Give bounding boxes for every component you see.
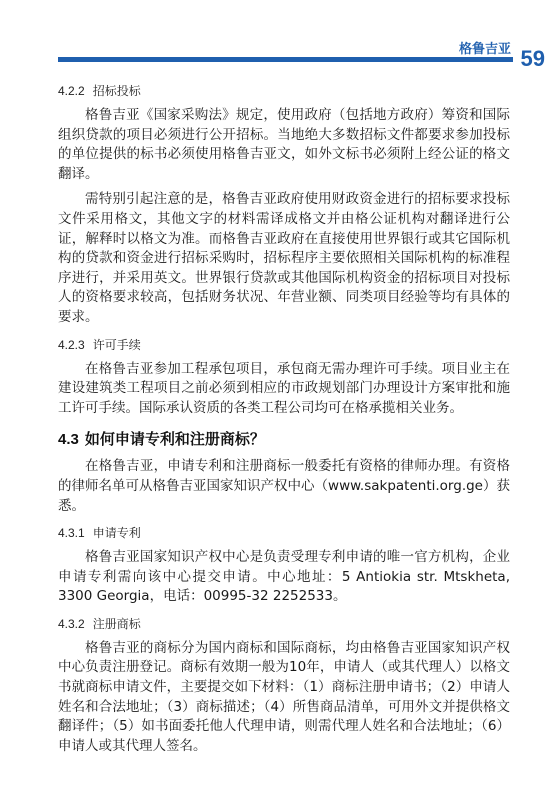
- section-4-3-1: [58, 524, 510, 607]
- paragraph: 在格鲁吉亚，申请专利和注册商标一般委托有资格的律师办理。有资格的律师名单可从格鲁吉亚国家知识产权中心（www.sakpatenti.org.ge）获悉。: [58, 458, 510, 514]
- header-rule: [58, 57, 513, 62]
- page-content: [58, 82, 510, 764]
- section-title: 招标投标: [92, 84, 141, 98]
- section-title: 申请专利: [92, 526, 141, 541]
- paragraph: 在格鲁吉亚参加工程承包项目，承包商无需办理许可手续。项目业主在建设建筑类工程项目之前必须到相应的市政规划部门办理设计方案审批和施工许可手续。国际承认资质的各类工程公司均可在格承揽相关业务。: [58, 360, 510, 416]
- paragraph: 需特别引起注意的是，格鲁吉亚政府使用财政资金进行的招标要求投标文件采用格文，其他文字的材料需译成格文并由格公证机构对翻译进行公证，解释时以格文为准。而格鲁吉亚政府在直接使用世界银行或其它国际机构的贷款和资金进行招标采购时，招标程序主要依照相关国际机构的标准程序进行，并采用英文。世界银行贷款或其他国际机构资金的招标项目对投标人的资格要求较高，包括财务状况、年营业额、同类项目经验等均有具体的要求。: [58, 191, 510, 325]
- section-4-3: [58, 428, 510, 516]
- section-number: 4.3.2: [58, 616, 85, 631]
- section-number: 4.3: [58, 431, 79, 449]
- section-heading: [58, 336, 510, 353]
- paragraph: 格鲁吉亚《国家采购法》规定，使用政府（包括地方政府）筹资和国际组织贷款的项目必须进行公开招标。当地绝大多数招标文件都要求参加投标的单位提供的标书必须使用格鲁吉亚文，如外文标书必须附上经公证的格文翻译。: [58, 107, 510, 182]
- section-4-2-3: [58, 336, 510, 419]
- section-title: 如何申请专利和注册商标？: [84, 430, 265, 449]
- page-number: 59: [520, 46, 545, 71]
- section-4-2-2: [58, 82, 510, 328]
- section-4-3-2: [58, 615, 510, 757]
- section-number: 4.2.3: [58, 337, 85, 352]
- paragraph: 格鲁吉亚的商标分为国内商标和国际商标，均由格鲁吉亚国家知识产权中心负责注册登记。商标有效期一般为10年，申请人（或其代理人）以格文书就商标申请文件，主要提交如下材料：（1）商标注册申请书；（2）申请人姓名和合法地址；（3）商标描述；（4）所售商品清单，可用外文并提供格文翻译件；（5）如书面委托他人代理申请，则需代理人姓名和合法地址；（6）申请人或其代理人签名。: [58, 639, 510, 754]
- paragraph: 格鲁吉亚国家知识产权中心是负责受理专利申请的唯一官方机构，企业申请专利需向该中心提交申请。中心地址：5 Antiokia str. Mtskheta, 3300 Georgia，电话：00995-32 2252533。: [58, 549, 510, 605]
- section-heading: [58, 82, 510, 99]
- section-heading: [58, 524, 510, 541]
- section-number: 4.2.2: [58, 84, 85, 98]
- section-heading: [58, 615, 510, 632]
- section-number: 4.3.1: [58, 526, 85, 541]
- section-title: 许可手续: [92, 337, 141, 352]
- chapter-heading: [58, 428, 510, 449]
- running-header-title: 格鲁吉亚: [458, 42, 511, 57]
- section-title: 注册商标: [92, 616, 141, 631]
